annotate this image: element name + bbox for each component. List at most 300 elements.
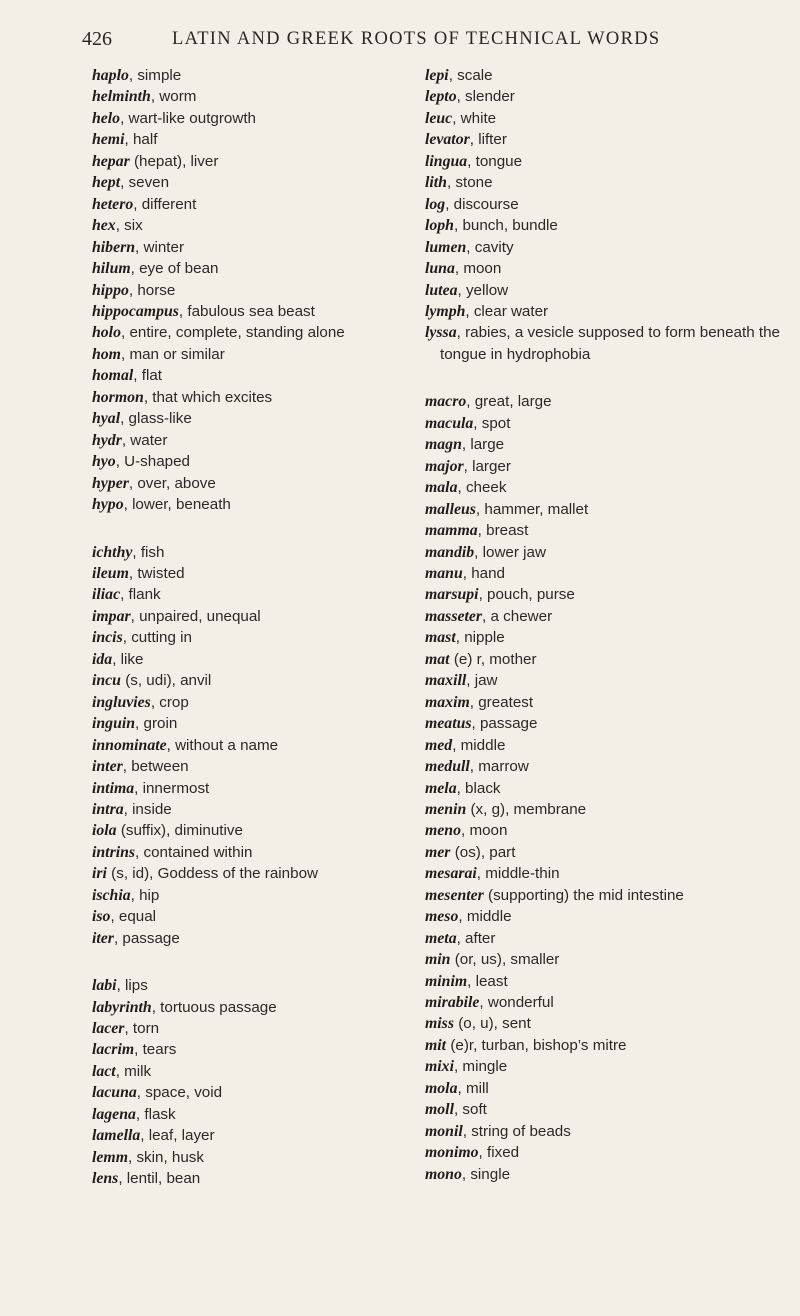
entry-separator: , [135,715,144,733]
entry-definition: (e) r, mother [453,650,537,668]
glossary-entry [425,820,790,841]
glossary-entry [92,606,392,627]
entry-separator: , [463,457,473,475]
entry-definition: after [465,929,496,947]
glossary-entry [92,1018,392,1039]
entry-definition: innermost [142,779,210,797]
entry-definition: lifter [478,131,507,149]
glossary-entry [92,494,392,515]
entry-separator: , [178,302,188,320]
entry-separator: , [460,822,470,840]
entry-term: min [425,951,451,969]
entry-separator: , [469,758,479,776]
glossary-entry [425,499,790,520]
entry-definition: black [465,779,501,797]
entry-separator: , [452,109,461,127]
entry-separator: , [115,1062,125,1080]
glossary-entry [425,649,790,670]
glossary-entry [425,301,790,322]
entry-separator: , [124,131,133,149]
glossary-entry [92,108,392,129]
entry-separator: , [150,693,160,711]
page-header [82,28,722,58]
entry-term: manu [425,564,463,582]
glossary-entry [92,151,392,172]
entry-separator: , [466,672,475,690]
entry-definition: simple [137,67,182,84]
entry-term: lith [425,174,447,192]
entry-definition: U-shaped [124,453,191,471]
glossary-entry [425,215,790,236]
entry-definition: breast [486,522,529,540]
entry-definition: rabies, a vesicle supposed to form beneath the tongue in hydrophobia [440,324,780,363]
glossary-entry [92,408,392,429]
entry-separator: , [133,195,142,213]
entry-separator: , [466,238,475,256]
entry-term: leuc [425,109,453,127]
entry-separator: , [462,564,472,582]
entry-definition: middle-thin [485,865,560,883]
entry-term: iter [92,929,114,947]
glossary-entry [425,456,790,477]
entry-term: helo [92,109,121,127]
entry-term: marsupi [425,586,479,604]
running-title: LATIN AND GREEK ROOTS OF TECHNICAL WORDS [172,29,661,49]
entry-term: lacer [92,1020,125,1038]
entry-definition: like [120,650,144,668]
entry-term: haplo [92,67,129,84]
entry-term: levator [425,131,470,149]
glossary-entry [92,215,392,236]
entry-group [92,975,392,1190]
entry-definition: stone [455,174,493,192]
entry-group [92,542,392,950]
entry-definition: moon [469,822,508,840]
glossary-entry [425,280,790,301]
entry-term: loph [425,217,454,235]
entry-separator: , [445,195,454,213]
glossary-entry [425,434,790,455]
entry-definition: (or, us), smaller [454,951,560,969]
entry-definition: unpaired, unequal [139,607,261,625]
entry-separator: , [456,929,466,947]
entry-separator: , [123,496,133,514]
glossary-entry [92,713,392,734]
entry-separator: , [136,1084,146,1102]
entry-separator: , [465,302,474,320]
glossary-entry [92,627,392,648]
entry-separator: , [113,929,123,947]
entry-group [425,65,790,365]
entry-definition: fish [140,543,165,561]
entry-definition: (hepat), liver [133,152,219,170]
entry-term: hyo [92,453,116,471]
entry-group [92,65,392,516]
entry-separator: , [143,388,153,406]
glossary-entry [425,391,790,412]
glossary-entry [425,799,790,820]
entry-term: innominate [92,736,167,754]
entry-definition: lower, beneath [132,496,231,514]
entry-separator: , [135,843,144,861]
entry-term: iso [92,908,111,926]
entry-separator: , [469,693,479,711]
glossary-entry [425,949,790,970]
glossary-entry [92,301,392,322]
entry-term: hypo [92,496,124,514]
glossary-entry [92,906,392,927]
entry-term: lens [92,1170,119,1188]
entry-term: mola [425,1079,458,1097]
entry-separator: , [467,152,476,170]
entry-definition: seven [128,174,170,192]
entry-term: iri [92,865,107,883]
entry-definition: water [130,431,168,449]
left-column [92,65,392,1216]
glossary-entry [92,194,392,215]
entry-definition: equal [118,908,157,926]
entry-definition: large [470,436,505,454]
entry-definition: flat [141,367,162,385]
glossary-entry [92,670,392,691]
entry-term: malleus [425,500,476,518]
entry-term: hetero [92,195,134,213]
glossary-entry [425,258,790,279]
glossary-entry [92,1147,392,1168]
right-column [425,65,790,1211]
entry-term: labi [92,977,117,995]
glossary-entry [425,692,790,713]
glossary-entry [92,649,392,670]
entry-definition: tongue [475,152,523,170]
entry-term: mela [425,779,457,797]
entry-definition: pouch, purse [487,586,575,604]
entry-term: mirabile [425,994,480,1012]
entry-separator: , [469,131,479,149]
entry-definition: crop [159,693,189,711]
entry-definition: nipple [464,629,505,647]
glossary-entry [92,885,392,906]
glossary-entry [425,992,790,1013]
glossary-entry [425,1056,790,1077]
entry-definition: space, void [145,1084,223,1102]
entry-separator: , [128,281,138,299]
glossary-entry [92,1168,392,1189]
entry-term: ileum [92,564,129,582]
entry-separator: , [133,367,142,385]
entry-definition: without a name [175,736,279,754]
entry-separator: , [128,67,138,84]
entry-separator: , [453,1101,463,1119]
entry-definition: flask [144,1105,176,1123]
entry-term: luna [425,260,455,278]
entry-term: hemi [92,131,125,149]
entry-separator: , [151,998,161,1016]
entry-term: meno [425,822,461,840]
entry-term: labyrinth [92,998,152,1016]
glossary-entry [92,928,392,949]
entry-term: inguin [92,715,136,733]
entry-separator: , [456,324,466,342]
entry-term: holo [92,324,121,342]
entry-separator: , [466,393,475,411]
entry-term: lemm [92,1148,128,1166]
entry-definition: half [132,131,158,149]
glossary-entry [92,756,392,777]
entry-term: homal [92,367,134,385]
glossary-entry [92,584,392,605]
entry-definition: fixed [487,1144,520,1162]
entry-definition: cheek [465,479,507,497]
entry-term: lumen [425,238,467,256]
entry-definition: torn [132,1020,160,1038]
entry-separator: , [121,431,131,449]
entry-definition: cutting in [131,629,192,647]
entry-term: hom [92,345,121,363]
glossary-entry [425,735,790,756]
glossary-entry [425,477,790,498]
entry-term: meso [425,908,459,926]
entry-definition: greatest [478,693,534,711]
entry-definition: passage [479,715,538,733]
entry-term: impar [92,607,131,625]
entry-separator: , [120,109,129,127]
entry-term: mer [425,843,451,861]
entry-term: mit [425,1036,447,1054]
glossary-entry [425,928,790,949]
entry-term: monimo [425,1144,479,1162]
entry-definition: soft [462,1101,487,1119]
entry-separator: , [467,972,476,990]
entry-separator: , [166,736,176,754]
entry-separator: , [140,1127,149,1145]
entry-separator: , [115,217,125,235]
entry-separator: , [458,908,467,926]
glossary-entry [425,108,790,129]
glossary-entry [92,387,392,408]
entry-term: ichthy [92,543,133,561]
entry-definition: middle [466,908,512,926]
page-number: 426 [82,28,112,50]
entry-separator: , [448,67,458,84]
entry-definition: great, large [474,393,552,411]
entry-definition: wonderful [487,994,554,1012]
entry-separator: , [122,758,132,776]
entry-separator: , [453,1058,463,1076]
entry-term: hydr [92,431,122,449]
entry-term: lepto [425,88,457,106]
entry-term: incu [92,672,121,690]
glossary-entry [92,344,392,365]
entry-term: intra [92,800,124,818]
entry-term: meta [425,929,457,947]
entry-separator: , [461,1165,471,1183]
entry-separator: , [123,800,133,818]
entry-definition: (suffix), diminutive [120,822,243,840]
entry-separator: , [477,522,487,540]
entry-definition: (s, udi), anvil [125,672,212,690]
entry-term: lacuna [92,1084,137,1102]
entry-definition: (x, g), membrane [470,800,587,818]
entry-definition: over, above [137,474,216,492]
entry-separator: , [475,500,485,518]
entry-term: hyal [92,410,121,428]
entry-term: major [425,457,464,475]
entry-separator: , [128,474,138,492]
entry-definition: hip [139,886,160,904]
entry-definition: jaw [474,672,498,690]
entry-definition: winter [143,238,184,256]
entry-separator: , [453,217,463,235]
entry-separator: , [473,414,482,432]
glossary-entry [92,692,392,713]
entry-separator: , [127,1148,137,1166]
entry-separator: , [124,1020,133,1038]
entry-term: minim [425,972,468,990]
glossary-entry [92,1125,392,1146]
entry-definition: six [124,217,143,235]
glossary-entry [425,1013,790,1034]
entry-term: lacrim [92,1041,135,1059]
glossary-entry [425,194,790,215]
entry-separator: , [115,453,125,471]
entry-definition: larger [472,457,511,475]
entry-term: mandib [425,543,475,561]
entry-definition: lentil, bean [126,1170,201,1188]
glossary-entry [425,756,790,777]
entry-term: mast [425,629,456,647]
entry-definition: mill [465,1079,489,1097]
entry-separator: , [455,629,465,647]
glossary-entry [92,280,392,301]
entry-separator: , [120,410,129,428]
entry-term: hippo [92,281,129,299]
entry-definition: lips [125,977,148,995]
entry-term: helminth [92,88,151,106]
entry-separator: , [462,1122,472,1140]
entry-definition: least [475,972,508,990]
entry-definition: groin [143,715,178,733]
entry-definition: lower jaw [482,543,546,561]
entry-separator: , [482,607,491,625]
entry-definition: discourse [453,195,519,213]
entry-definition: cavity [474,238,514,256]
entry-separator: , [457,1079,466,1097]
entry-term: hyper [92,474,129,492]
glossary-entry [92,473,392,494]
entry-definition: different [141,195,197,213]
glossary-entry [425,842,790,863]
entry-term: iola [92,822,117,840]
entry-separator: , [128,564,138,582]
entry-definition: inside [132,800,172,818]
glossary-entry [425,606,790,627]
entry-definition: worm [159,88,197,106]
entry-term: moll [425,1101,454,1119]
entry-definition: (o, u), sent [458,1015,531,1033]
entry-term: hibern [92,238,136,256]
entry-separator: , [479,994,488,1012]
entry-term: lepi [425,67,449,84]
entry-definition: milk [124,1062,152,1080]
glossary-entry [425,1035,790,1056]
entry-separator: , [457,479,466,497]
entry-term: intrins [92,843,136,861]
glossary-entry [425,542,790,563]
entry-term: maxim [425,693,470,711]
entry-term: lingua [425,152,468,170]
entry-definition: hammer, mallet [484,500,589,518]
glossary-entry [92,997,392,1018]
entry-definition: slender [465,88,515,106]
entry-term: medull [425,758,470,776]
entry-definition: middle [460,736,506,754]
entry-term: lagena [92,1105,136,1123]
glossary-entry [425,86,790,107]
entry-separator: , [461,436,471,454]
entry-separator: , [135,1105,145,1123]
entry-definition: eye of bean [139,260,219,278]
entry-definition: scale [457,67,493,84]
glossary-entry [425,713,790,734]
glossary-entry [92,542,392,563]
entry-separator: , [122,629,132,647]
glossary-entry [92,430,392,451]
glossary-entry [425,563,790,584]
glossary-entry [425,627,790,648]
glossary-entry [425,413,790,434]
glossary-entry [425,520,790,541]
glossary-entry [92,799,392,820]
entry-term: ischia [92,886,131,904]
entry-definition: leaf, layer [148,1127,215,1145]
entry-separator: , [118,1170,127,1188]
entry-separator: , [112,650,121,668]
entry-term: mamma [425,522,478,540]
entry-definition: passage [122,929,180,947]
glossary-entry [92,820,392,841]
entry-separator: , [132,543,141,561]
entry-definition: tears [142,1041,177,1059]
glossary-entry [425,584,790,605]
entry-term: miss [425,1015,454,1033]
entry-term: ingluvies [92,693,151,711]
entry-separator: , [120,174,129,192]
entry-term: hepar [92,152,130,170]
glossary-entry [425,237,790,258]
entry-definition: fabulous sea beast [187,302,315,320]
entry-term: mat [425,650,450,668]
entry-term: macula [425,414,474,432]
entry-separator: , [150,88,160,106]
glossary-entry [92,451,392,472]
entry-definition: glass-like [128,410,192,428]
entry-definition: (s, id), Goddess of the rainbow [111,865,318,883]
glossary-entry [92,365,392,386]
entry-separator: , [130,607,140,625]
entry-definition: that which excites [152,388,273,406]
entry-term: log [425,195,446,213]
glossary-entry [425,129,790,150]
glossary-entry [92,863,392,884]
glossary-entry [92,842,392,863]
entry-definition: spot [481,414,511,432]
glossary-entry [92,129,392,150]
entry-definition: (e)r, turban, bishop’s mitre [450,1036,627,1054]
entry-separator: , [474,543,483,561]
entry-separator: , [456,88,466,106]
glossary-entry [425,778,790,799]
